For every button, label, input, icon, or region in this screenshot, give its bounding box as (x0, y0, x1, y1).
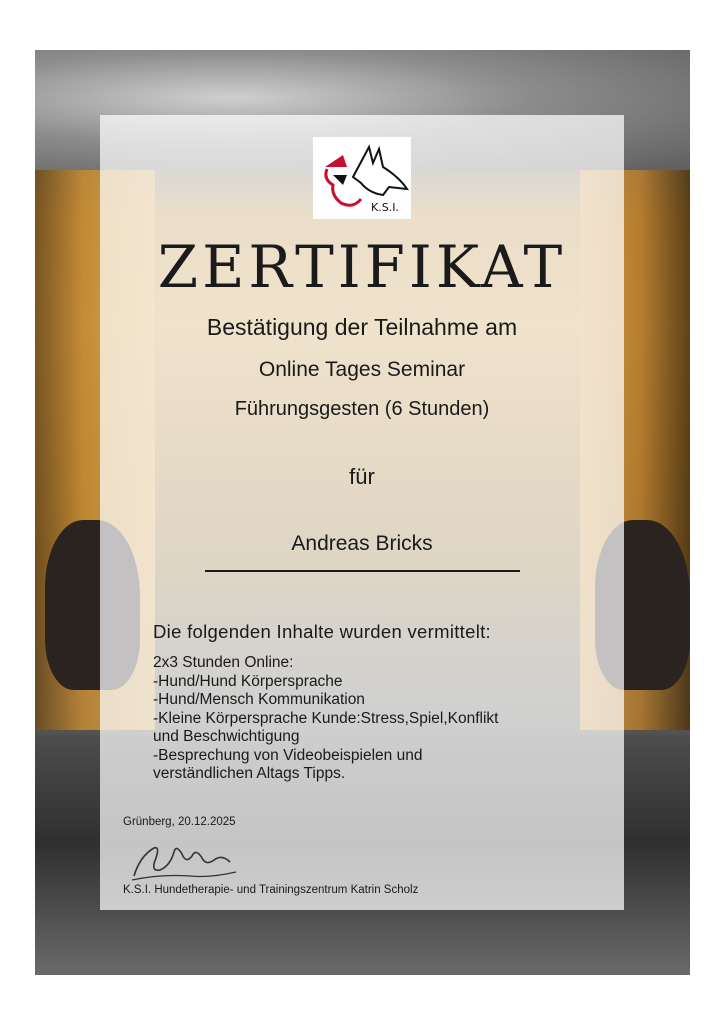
list-item: verständlichen Altags Tipps. (153, 765, 346, 782)
for-label: für (349, 464, 375, 489)
list-item: und Beschwichtigung (153, 728, 300, 745)
list-item: -Hund/Mensch Kommunikation (153, 691, 365, 708)
place-date: Grünberg, 20.12.2025 (123, 816, 236, 828)
svg-text:K.S.I.: K.S.I. (371, 201, 399, 214)
dog-head-logo-icon (313, 137, 411, 219)
recipient-name: Andreas Bricks (291, 532, 433, 555)
handwritten-signature (130, 836, 240, 884)
subtitle-seminar-topic: Führungsgesten (6 Stunden) (234, 398, 490, 420)
name-underline (205, 570, 520, 572)
organization-name: K.S.I. Hundetherapie- und Trainingszentrum Katrin Scholz (123, 884, 419, 896)
subtitle-participation: Bestätigung der Teilnahme am (206, 314, 518, 340)
certificate-title: ZERTIFIKAT (157, 233, 567, 301)
list-item: -Hund/Hund Körpersprache (153, 672, 343, 690)
list-item: -Besprechung von Videobeispielen und (153, 746, 423, 764)
contents-heading: Die folgenden Inhalte wurden vermittelt: (153, 621, 491, 642)
list-item: 2x3 Stunden Online: (153, 654, 294, 671)
list-item: -Kleine Körpersprache Kunde:Stress,Spiel,Konflikt (153, 709, 499, 727)
subtitle-seminar-type: Online Tages Seminar (258, 358, 466, 381)
ksi-logo (313, 137, 411, 219)
contents-list (153, 654, 583, 784)
